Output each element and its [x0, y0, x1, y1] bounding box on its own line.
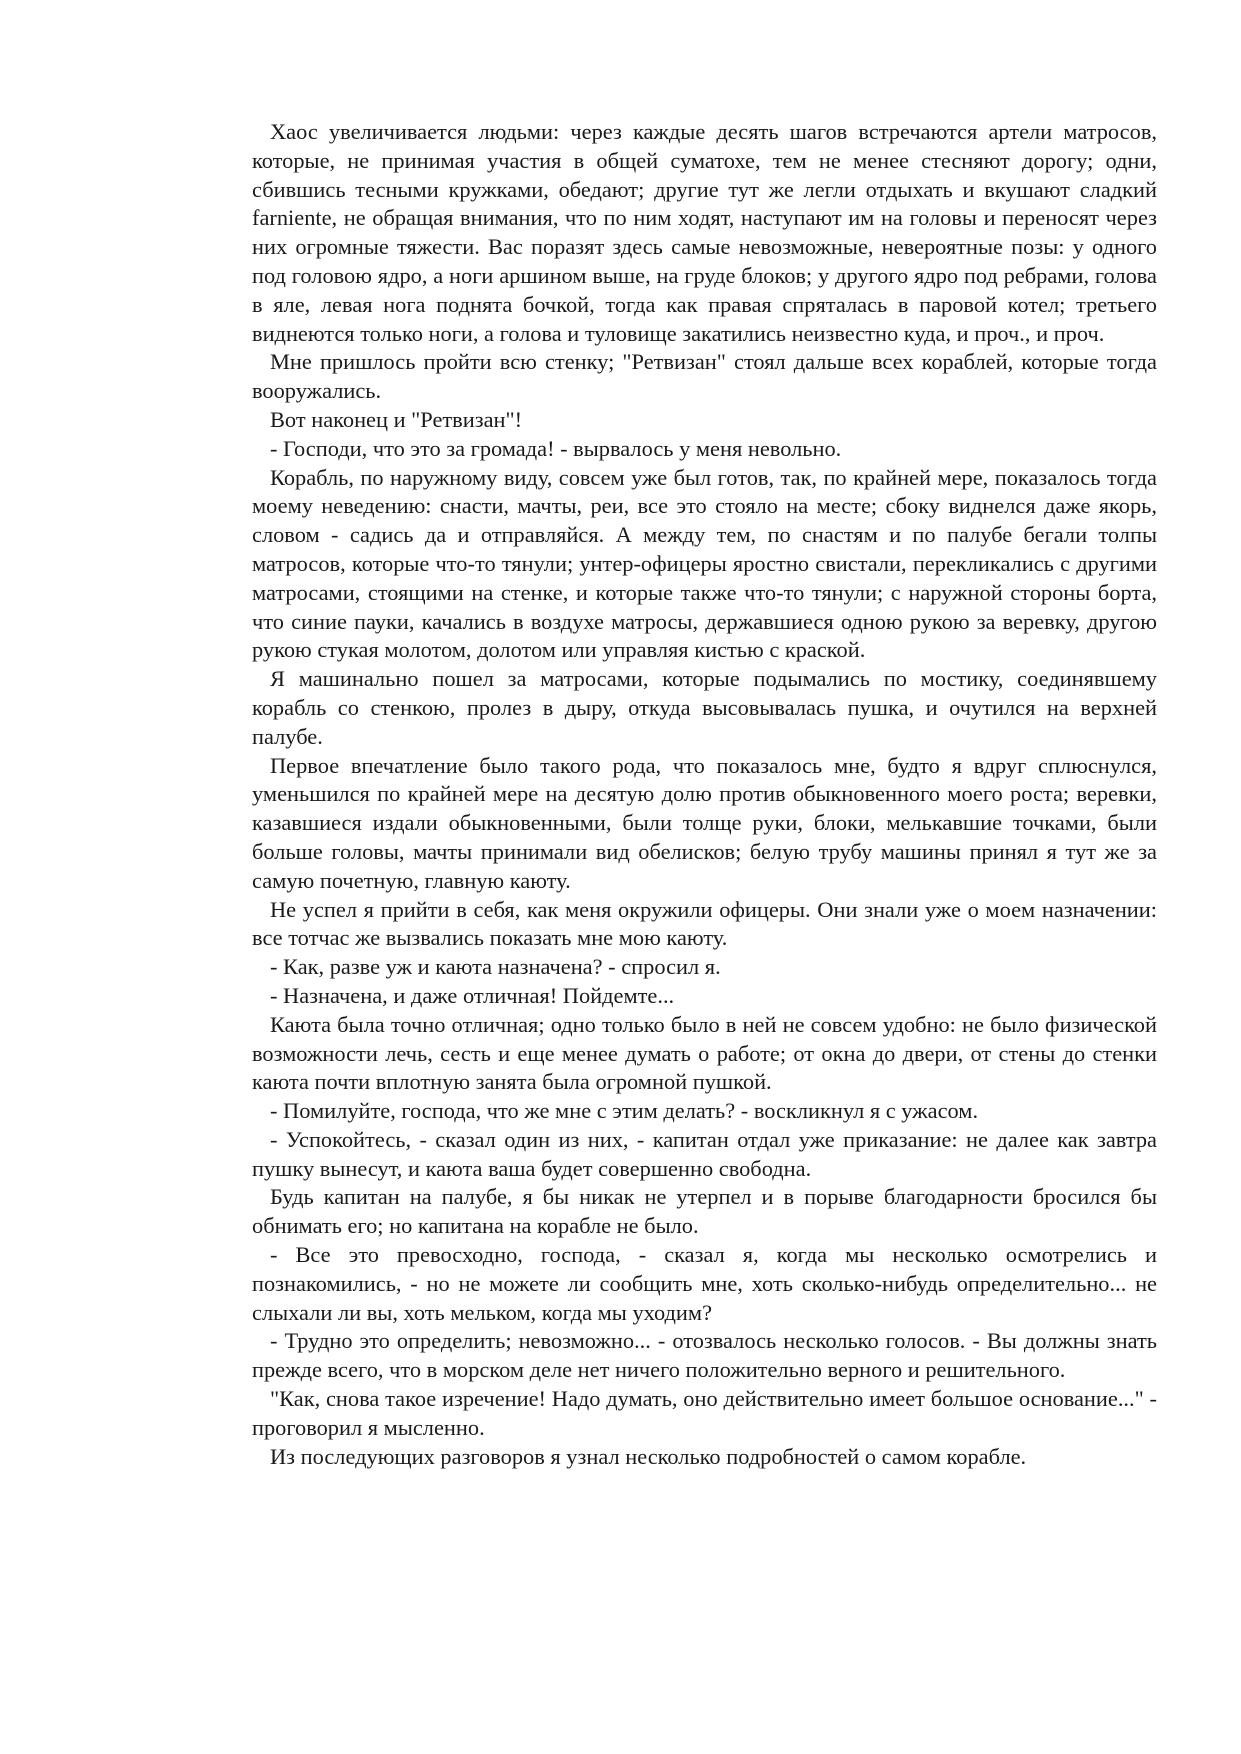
- paragraph: - Трудно это определить; невозможно... - отозвалось несколько голосов. - Вы должны знать прежде всего, что в морском деле нет ничего положительно верного и решительного.: [252, 1328, 1157, 1383]
- paragraph: - Господи, что это за громада! - вырвалось у меня невольно.: [270, 435, 842, 461]
- paragraph: Вот наконец и "Ретвизан"!: [270, 406, 523, 432]
- paragraph: - Все это превосходно, господа, - сказал я, когда мы несколько осмотрелись и познакомились, - но не можете ли сообщить мне, хоть сколько-нибудь определительно... не слыхали ли вы, хоть мельком, когда мы уходим?: [252, 1242, 1157, 1325]
- paragraph: - Как, разве уж и каюта назначена? - спросил я.: [270, 954, 721, 980]
- paragraph: - Успокойтесь, - сказал один из них, - капитан отдал уже приказание: не далее как завтра пушку вынесут, и каюта ваша будет совершенно свободна.: [252, 1126, 1157, 1181]
- paragraph: - Назначена, и даже отличная! Пойдемте...: [270, 982, 675, 1008]
- paragraph: Первое впечатление было такого рода, что показалось мне, будто я вдруг сплюснулся, уменьшился по крайней мере на десятую долю против обыкновенного моего роста; веревки, казавшиеся издали обыкновенными, были толще руки, блоки, мелькавшие точками, были больше головы, мачты принимали вид обелисков; белую трубу машины принял я тут же за самую почетную, главную каюту.: [252, 752, 1157, 893]
- paragraph: - Помилуйте, господа, что же мне с этим делать? - воскликнул я с ужасом.: [270, 1098, 979, 1124]
- paragraph: Я машинально пошел за матросами, которые подымались по мостику, соединявшему корабль со стенкою, пролез в дыру, откуда высовывалась пушка, и очутился на верхней палубе.: [252, 666, 1157, 749]
- paragraph: Хаос увеличивается людьми: через каждые десять шагов встречаются артели матросов, которые, не принимая участия в общей суматохе, тем не менее стесняют дорогу; одни, сбившись тесными кружками, обедают; другие тут же легли отдыхать и вкушают сладкий farniente, не обращая внимания, что по ним ходят, наступают им на головы и переносят через них огромные тяжести. Вас поразят здесь самые невозможные, невероятные позы: у одного под головою ядро, а ноги аршином выше, на груде блоков; у другого ядро под ребрами, голова в яле, левая нога поднята бочкой, тогда как правая спряталась в паровой котел; третьего виднеются только ноги, а голова и туловище закатились неизвестно куда, и проч., и проч.: [252, 119, 1157, 346]
- paragraph: "Как, снова такое изречение! Надо думать, оно действительно имеет большое основание..." - проговорил я мысленно.: [252, 1386, 1157, 1440]
- paragraph: Из последующих разговоров я узнал несколько подробностей о самом корабле.: [270, 1443, 1027, 1469]
- paragraph: Будь капитан на палубе, я бы никак не утерпел и в порыве благодарности бросился бы обнимать его; но капитана на корабле не было.: [252, 1184, 1157, 1239]
- document-body: [252, 118, 1157, 1471]
- paragraph: Мне пришлось пройти всю стенку; "Ретвизан" стоял дальше всех кораблей, которые тогда вооружались.: [252, 349, 1157, 404]
- paragraph: Каюта была точно отличная; одно только было в ней не совсем удобно: не было физической возможности лечь, сесть и еще менее думать о работе; от окна до двери, от стены до стенки каюта почти вплотную занята была огромной пушкой.: [252, 1011, 1157, 1095]
- paragraph: Не успел я прийти в себя, как меня окружили офицеры. Они знали уже о моем назначении: все тотчас же вызвались показать мне мою каюту.: [252, 896, 1157, 951]
- paragraph: Корабль, по наружному виду, совсем уже был готов, так, по крайней мере, показалось тогда моему неведению: снасти, мачты, реи, все это стояло на месте; сбоку виднелся даже якорь, словом - садись да и отправляйся. А между тем, по снастям и по палубе бегали толпы матросов, которые что-то тянули; унтер-офицеры яростно свистали, перекликались с другими матросами, стоящими на стенке, и которые также что-то тянули; с наружной стороны борта, что синие пауки, качались в воздухе матросы, державшиеся одною рукою за веревку, другою рукою стукая молотом, долотом или управляя кистью с краской.: [252, 464, 1157, 663]
